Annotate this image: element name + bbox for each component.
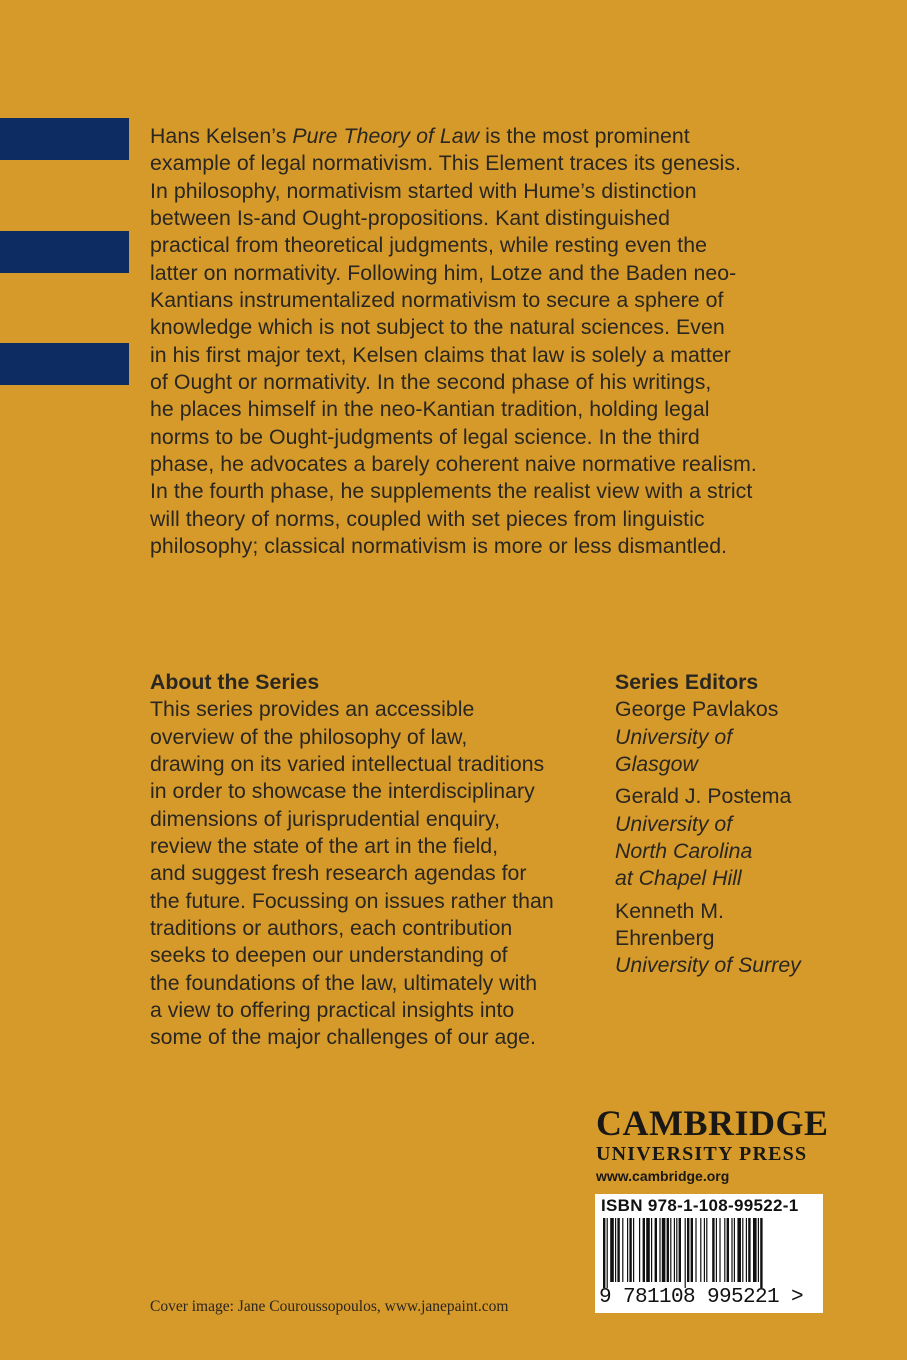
barcode-bar <box>662 1218 666 1282</box>
barcode-bar <box>679 1218 681 1282</box>
about-line: This series provides an accessible <box>150 697 475 722</box>
series-editors <box>615 669 895 980</box>
blurb-line: latter on normativity. Following him, Lotze and the Baden neo- <box>150 260 737 285</box>
barcode-bar <box>674 1218 675 1282</box>
blurb-line: In the fourth phase, he supplements the realist view with a strict <box>150 479 753 504</box>
isbn-barcode <box>595 1194 823 1313</box>
barcode-bar <box>676 1218 677 1282</box>
publisher-logo <box>596 1103 829 1186</box>
barcode-bar <box>643 1218 645 1282</box>
editor-name: George Pavlakos <box>615 697 779 722</box>
accent-bar-middle <box>0 231 129 273</box>
about-heading: About the Series <box>150 670 320 694</box>
editor-affiliation: at Chapel Hill <box>615 866 742 891</box>
barcode-bar <box>734 1218 735 1282</box>
blurb-line: philosophy; classical normativism is more or less dismantled. <box>150 534 728 559</box>
barcode-bar <box>716 1218 717 1282</box>
blurb-line: phase, he advocates a barely coherent naive normative realism. <box>150 452 757 477</box>
about-line: in order to showcase the interdisciplinary <box>150 779 535 804</box>
about-line: traditions or authors, each contribution <box>150 916 513 941</box>
barcode-bar <box>627 1218 628 1282</box>
barcode-bar <box>639 1218 640 1282</box>
barcode-bar <box>617 1218 619 1282</box>
barcode-bar <box>603 1218 605 1288</box>
barcode-bars-icon <box>603 1218 807 1288</box>
about-line: drawing on its varied intellectual traditions <box>150 752 545 777</box>
barcode-bar <box>706 1218 707 1282</box>
editor-kenneth-ehrenberg <box>615 898 895 980</box>
editor-affiliation: Glasgow <box>615 752 698 777</box>
barcode-bar <box>704 1218 705 1282</box>
barcode-bar <box>646 1218 650 1282</box>
barcode-bar <box>727 1218 729 1282</box>
blurb-line: will theory of norms, coupled with set pieces from linguistic <box>150 506 705 531</box>
editor-affiliation: University of <box>615 811 733 836</box>
publisher-url: www.cambridge.org <box>596 1168 730 1184</box>
book-title-italic: Pure Theory of Law <box>292 124 480 148</box>
blurb-line: In philosophy, normativism started with Hume’s distinction <box>150 178 697 203</box>
barcode-bar <box>629 1218 631 1282</box>
isbn-label: ISBN 978-1-108-99522-1 <box>601 1196 799 1215</box>
barcode-bar <box>746 1218 747 1282</box>
publisher-press: UNIVERSITY PRESS <box>596 1143 808 1165</box>
about-line: the future. Focussing on issues rather than <box>150 888 554 913</box>
barcode-bar <box>622 1218 623 1282</box>
blurb-line: in his first major text, Kelsen claims that law is solely a matter <box>150 342 731 367</box>
barcode-bar <box>724 1218 725 1282</box>
barcode-bar <box>655 1218 657 1282</box>
blurb-line: Kantians instrumentalized normativism to secure a sphere of <box>150 288 724 313</box>
editor-gerald-postema <box>615 783 895 892</box>
about-line: a view to offering practical insights into <box>150 998 515 1023</box>
blurb-line: between Is-and Ought-propositions. Kant distinguished <box>150 206 671 231</box>
about-line: dimensions of jurisprudential enquiry, <box>150 806 501 831</box>
barcode-bar <box>712 1218 714 1282</box>
accent-bar-bottom <box>0 343 129 385</box>
barcode-bar <box>610 1218 614 1282</box>
publisher-name: CAMBRIDGE <box>596 1103 829 1143</box>
blurb-line: norms to be Ought-judgments of legal science. In the third <box>150 424 700 449</box>
about-line: some of the major challenges of our age. <box>150 1025 536 1050</box>
editor-affiliation: University of <box>615 724 733 749</box>
barcode-bar <box>651 1218 652 1282</box>
barcode-bar <box>670 1218 671 1282</box>
editors-heading: Series Editors <box>615 670 759 694</box>
editor-name: Kenneth M. <box>615 898 724 923</box>
barcode-bar <box>687 1218 689 1282</box>
barcode-bar <box>737 1218 741 1282</box>
blurb-line: example of legal normativism. This Element traces its genesis. <box>150 151 741 176</box>
blurb-line: of Ought or normativity. In the second phase of his writings, <box>150 370 712 395</box>
barcode-bar <box>748 1218 750 1282</box>
barcode-bar <box>667 1218 669 1282</box>
about-line: the foundations of the law, ultimately with <box>150 970 538 995</box>
blurb-line: practical from theoretical judgments, while resting even the <box>150 233 707 258</box>
barcode-digits: 9 781108 995221 > <box>599 1286 804 1309</box>
editor-name: Gerald J. Postema <box>615 784 792 809</box>
barcode-bar <box>685 1218 686 1288</box>
barcode-bar <box>659 1218 660 1282</box>
barcode-bar <box>615 1218 616 1282</box>
barcode-bar <box>760 1218 762 1288</box>
blurb-line: knowledge which is not subject to the natural sciences. Even <box>150 315 725 340</box>
barcode-bar <box>607 1218 608 1288</box>
editor-george-pavlakos <box>615 696 895 778</box>
barcode-bar <box>753 1218 757 1282</box>
editor-affiliation: North Carolina <box>615 839 753 864</box>
cover-image-credit: Cover image: Jane Couroussopoulos, www.janepaint.com <box>150 1298 509 1315</box>
about-line: review the state of the art in the field, <box>150 834 499 859</box>
blurb-line: Hans Kelsen’s Pure Theory of Law is the most prominent <box>150 124 690 148</box>
barcode-bar <box>758 1218 759 1282</box>
about-line: and suggest fresh research agendas for <box>150 861 527 886</box>
barcode-bar <box>691 1218 693 1282</box>
editor-name: Ehrenberg <box>615 926 715 951</box>
barcode-bar <box>695 1218 696 1282</box>
about-line: overview of the philosophy of law, <box>150 724 468 749</box>
barcode-bar <box>633 1218 634 1282</box>
barcode-bar <box>731 1218 732 1282</box>
about-line: seeks to deepen our understanding of <box>150 943 508 968</box>
barcode-bar <box>742 1218 743 1282</box>
barcode-bar <box>700 1218 701 1282</box>
barcode-bar <box>719 1218 720 1282</box>
book-description <box>150 123 850 561</box>
blurb-line: he places himself in the neo-Kantian tradition, holding legal <box>150 397 710 422</box>
about-the-series <box>150 669 610 1052</box>
accent-bar-top <box>0 118 129 160</box>
editor-affiliation: University of Surrey <box>615 953 801 978</box>
